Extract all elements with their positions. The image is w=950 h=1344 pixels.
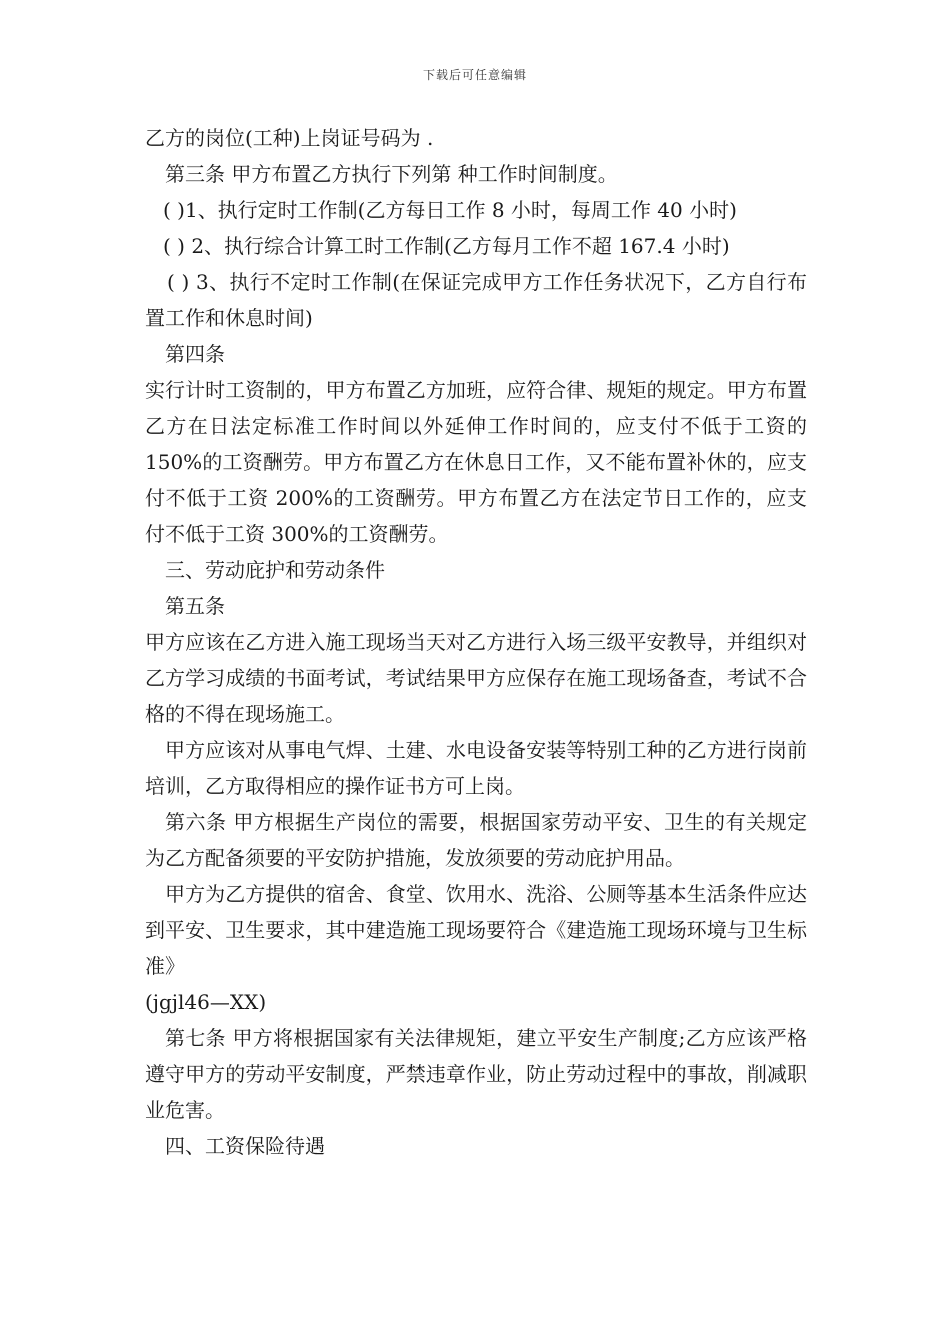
option-1-fixed-hours: ( )1、执行定时工作制(乙方每日工作 8 小时，每周工作 40 小时) bbox=[163, 198, 737, 222]
option-3-flexible-hours: ( ) 3、执行不定时工作制(在保证完成甲方工作任务状况下，乙方自行布置工作和休息时间) bbox=[145, 270, 807, 330]
paragraph-living-conditions: 甲方为乙方提供的宿舍、食堂、饮用水、洗浴、公厕等基本生活条件应达到平安、卫生要求，其中建造施工现场要符合《建造施工现场环境与卫生标准》 bbox=[145, 882, 807, 978]
paragraph-overtime-pay: 实行计时工资制的，甲方布置乙方加班，应符合律、规矩的规定。甲方布置乙方在日法定标准工作时间以外延伸工作时间的，应支付不低于工资的 150%的工资酬劳。甲方布置乙方在休息日工作，又不能布置补休的，应支付不低于工资 200%的工资酬劳。甲方布置乙方在法定节日工作的，应支付不低于工资 300%的工资酬劳。 bbox=[145, 378, 807, 546]
standard-code: (jgjl46—XX) bbox=[145, 990, 267, 1014]
section-4-heading: 四、工资保险待遇 bbox=[165, 1134, 325, 1158]
paragraph-safety-education: 甲方应该在乙方进入施工现场当天对乙方进行入场三级平安教导，并组织对乙方学习成绩的书面考试，考试结果甲方应保存在施工现场备查，考试不合格的不得在现场施工。 bbox=[145, 630, 807, 726]
article-4-heading: 第四条 bbox=[165, 342, 225, 366]
paragraph-post-certificate: 乙方的岗位(工种)上岗证号码为 . bbox=[145, 126, 434, 150]
section-3-heading: 三、劳动庇护和劳动条件 bbox=[165, 558, 385, 582]
paragraph-special-trade-training: 甲方应该对从事电气焊、土建、水电设备安装等特别工种的乙方进行岗前培训，乙方取得相应的操作证书方可上岗。 bbox=[145, 738, 807, 798]
article-7-paragraph: 第七条 甲方将根据国家有关法律规矩，建立平安生产制度;乙方应该严格遵守甲方的劳动平安制度，严禁违章作业，防止劳动过程中的事故，削减职业危害。 bbox=[145, 1026, 807, 1122]
document-body bbox=[145, 120, 807, 1164]
option-2-comprehensive-hours: ( ) 2、执行综合计算工时工作制(乙方每月工作不超 167.4 小时) bbox=[163, 234, 730, 258]
page-header: 下载后可任意编辑 bbox=[422, 68, 527, 82]
article-3-heading: 第三条 甲方布置乙方执行下列第 种工作时间制度。 bbox=[165, 162, 618, 186]
article-5-heading: 第五条 bbox=[165, 594, 225, 618]
article-6-paragraph: 第六条 甲方根据生产岗位的需要，根据国家劳动平安、卫生的有关规定为乙方配备须要的平安防护措施，发放须要的劳动庇护用品。 bbox=[145, 810, 807, 870]
